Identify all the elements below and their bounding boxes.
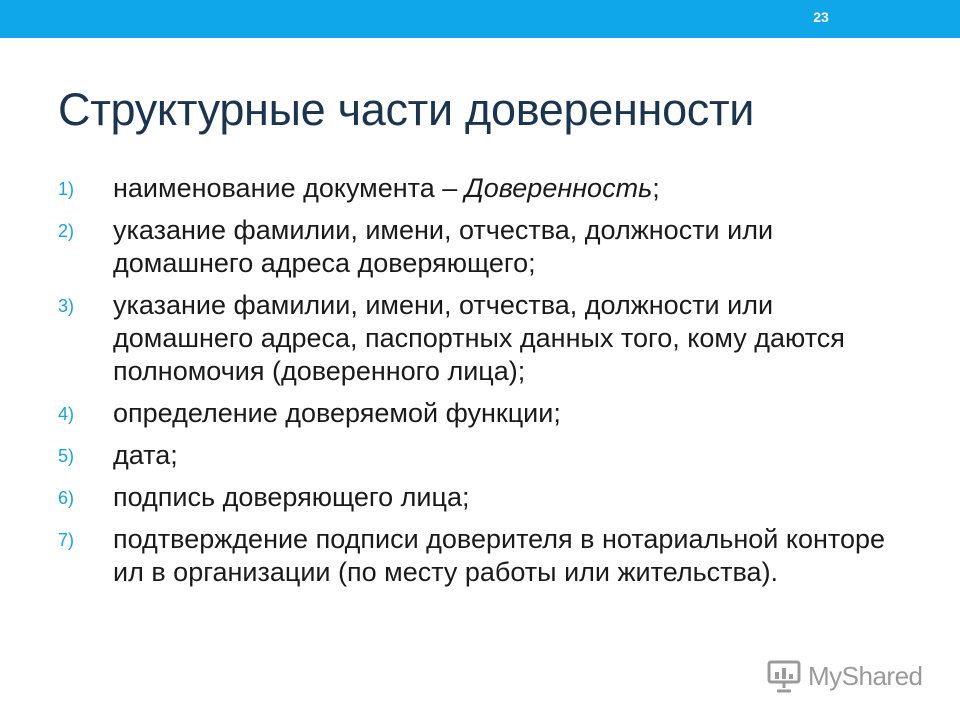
list-item-text: подпись доверяющего лица;: [113, 482, 470, 512]
list-item: [58, 397, 918, 430]
presentation-board-icon: [766, 659, 802, 693]
list-item: [58, 439, 918, 472]
list-item-text-main: наименование документа –: [113, 173, 465, 203]
structure-list: [58, 172, 918, 598]
list-item-number: 2): [58, 221, 75, 241]
list-item-number: 6): [58, 488, 75, 508]
list-item-number: 7): [58, 530, 75, 550]
list-item: [58, 481, 918, 514]
list-item-text: указание фамилии, имени, отчества, должности или домашнего адреса доверяющего;: [113, 215, 774, 278]
list-item-number: 1): [58, 179, 75, 199]
list-item: [58, 289, 918, 388]
list-item-text: подтверждение подписи доверителя в нотариальной конторе ил в организации (по месту работы или жительства).: [113, 524, 886, 587]
list-item-text: указание фамилии, имени, отчества, должности или домашнего адреса, паспортных данных того, кому даются полномочия (доверенного лица);: [113, 290, 845, 386]
list-item: [58, 172, 918, 205]
list-item-number: 5): [58, 446, 75, 466]
list-item: [58, 523, 918, 589]
slide-title: Структурные части доверенности: [58, 84, 755, 135]
list-item-text: дата;: [113, 440, 178, 470]
myshared-watermark: [766, 656, 923, 696]
list-item-text-tail: ;: [652, 173, 660, 203]
slide-number: 23: [813, 9, 829, 25]
watermark-text: MyShared: [808, 660, 923, 691]
list-item-text: [113, 172, 918, 205]
list-item-number: 4): [58, 404, 75, 424]
top-bar: [0, 0, 960, 38]
list-item: [58, 214, 918, 280]
list-item-text: определение доверяемой функции;: [113, 398, 561, 428]
list-item-number: 3): [58, 296, 75, 316]
list-item-text-emphasis: Доверенность: [464, 173, 653, 203]
